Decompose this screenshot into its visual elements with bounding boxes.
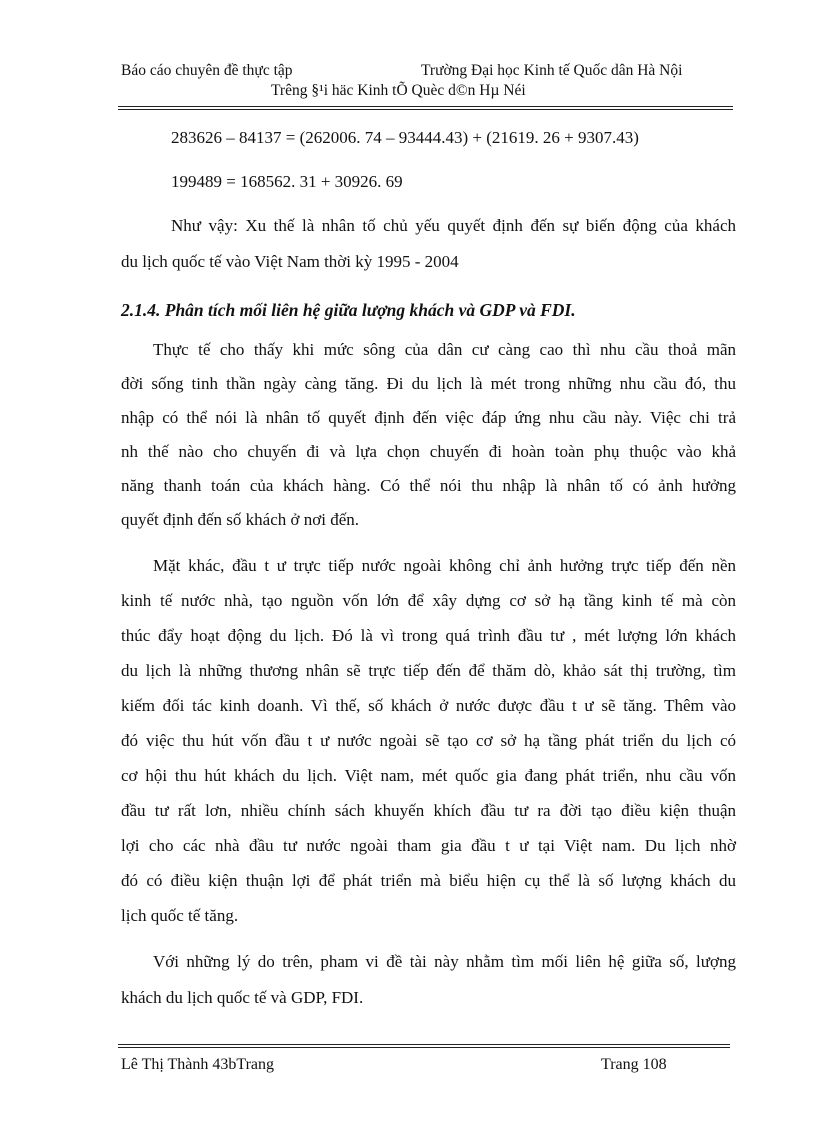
paragraph-line: Với những lý do trên, pham vi đề tài này nhằm tìm mối liên hệ giữa số, lượng	[153, 952, 736, 971]
paragraph-line: du lịch là những thương nhân sẽ trực tiếp đến để thăm dò, khảo sát thị trường, tìm	[121, 661, 736, 680]
header-garbled-university: Trêng §¹i häc Kinh tÕ Quèc d©n Hµ Néi	[271, 82, 526, 99]
paragraph-line: nhập có thể nói là nhân tố quyết định đến việc đáp ứng nhu cầu này. Việc chi trả	[121, 408, 736, 427]
footer-rule-double	[118, 1047, 730, 1048]
paragraph-line: Mặt khác, đầu t ư trực tiếp nước ngoài không chỉ ảnh hưởng trực tiếp đến nền	[153, 556, 736, 575]
header-report-title: Báo cáo chuyên đề thực tập	[121, 62, 293, 79]
paragraph-line: đời sống tinh thần ngày càng tăng. Đi du lịch là mét trong những nhu cầu đó, thu	[121, 374, 736, 393]
conclusion-line: Như vậy: Xu thế là nhân tố chủ yếu quyết định đến sự biến động của khách	[171, 216, 736, 235]
section-heading: 2.1.4. Phân tích mối liên hệ giữa lượng khách và GDP và FDI.	[121, 300, 576, 320]
page-header	[121, 60, 733, 99]
paragraph-line: Thực tế cho thấy khi mức sông của dân cư càng cao thì nhu cầu thoả mãn	[153, 340, 736, 359]
paragraph-line: năng thanh toán của khách hàng. Có thể nói thu nhập là nhân tố có ảnh hưởng	[121, 476, 736, 495]
paragraph-line: đó có điều kiện thuận lợi để phát triển mà biểu hiện cụ thể là số lượng khách du	[121, 871, 736, 890]
paragraph-line: lịch quốc tế tăng.	[121, 906, 239, 925]
paragraph-line: kinh tế nước nhà, tạo nguồn vốn lớn để xây dựng cơ sở hạ tầng kinh tế mà còn	[121, 591, 736, 610]
paragraph-line: cơ hội thu hút khách du lịch. Việt nam, mét quốc gia đang phát triển, nhu cầu vốn	[121, 766, 736, 785]
paragraph-line: kiếm đối tác kinh doanh. Vì thế, số khách ở nước được đầu t ư sẽ tăng. Thêm vào	[121, 696, 736, 715]
header-rule-double	[118, 109, 733, 110]
paragraph-line: thúc đẩy hoạt động du lịch. Đó là vì trong quá trình đầu tư , mét lượng lớn khách	[121, 626, 736, 645]
paragraph-line: lợi cho các nhà đầu tư nước ngoài tham gia đầu t ư tại Việt nam. Du lịch nhờ	[121, 836, 736, 855]
equation-line: 199489 = 168562. 31 + 30926. 69	[171, 172, 403, 191]
paragraph-line: đó việc thu hút vốn đầu t ư nước ngoài sẽ tạo cơ sở hạ tầng phát triển du lịch có	[121, 731, 736, 750]
paragraph-line: khách du lịch quốc tế và GDP, FDI.	[121, 988, 364, 1007]
header-rule	[118, 106, 733, 107]
header-university: Trường Đại học Kinh tế Quốc dân Hà Nội	[421, 62, 683, 79]
equation-line: 283626 – 84137 = (262006. 74 – 93444.43) + (21619. 26 + 9307.43)	[171, 128, 639, 147]
paragraph-line: nh thế nào cho chuyến đi và lựa chọn chuyến đi hoàn toàn phụ thuộc vào khả	[121, 442, 736, 461]
footer-rule	[118, 1044, 730, 1045]
footer-author: Lê Thị Thành 43bTrang	[121, 1056, 275, 1073]
paragraph-line: đầu tư rất lơn, nhiều chính sách khuyến khích đầu tư ra đời tạo điều kiện thuận	[121, 801, 736, 820]
footer-page-number: Trang 108	[601, 1056, 667, 1073]
paragraph-line: quyết định đến số khách ở nơi đến.	[121, 510, 359, 529]
conclusion-line: du lịch quốc tế vào Việt Nam thời kỳ 1995 - 2004	[121, 252, 459, 271]
